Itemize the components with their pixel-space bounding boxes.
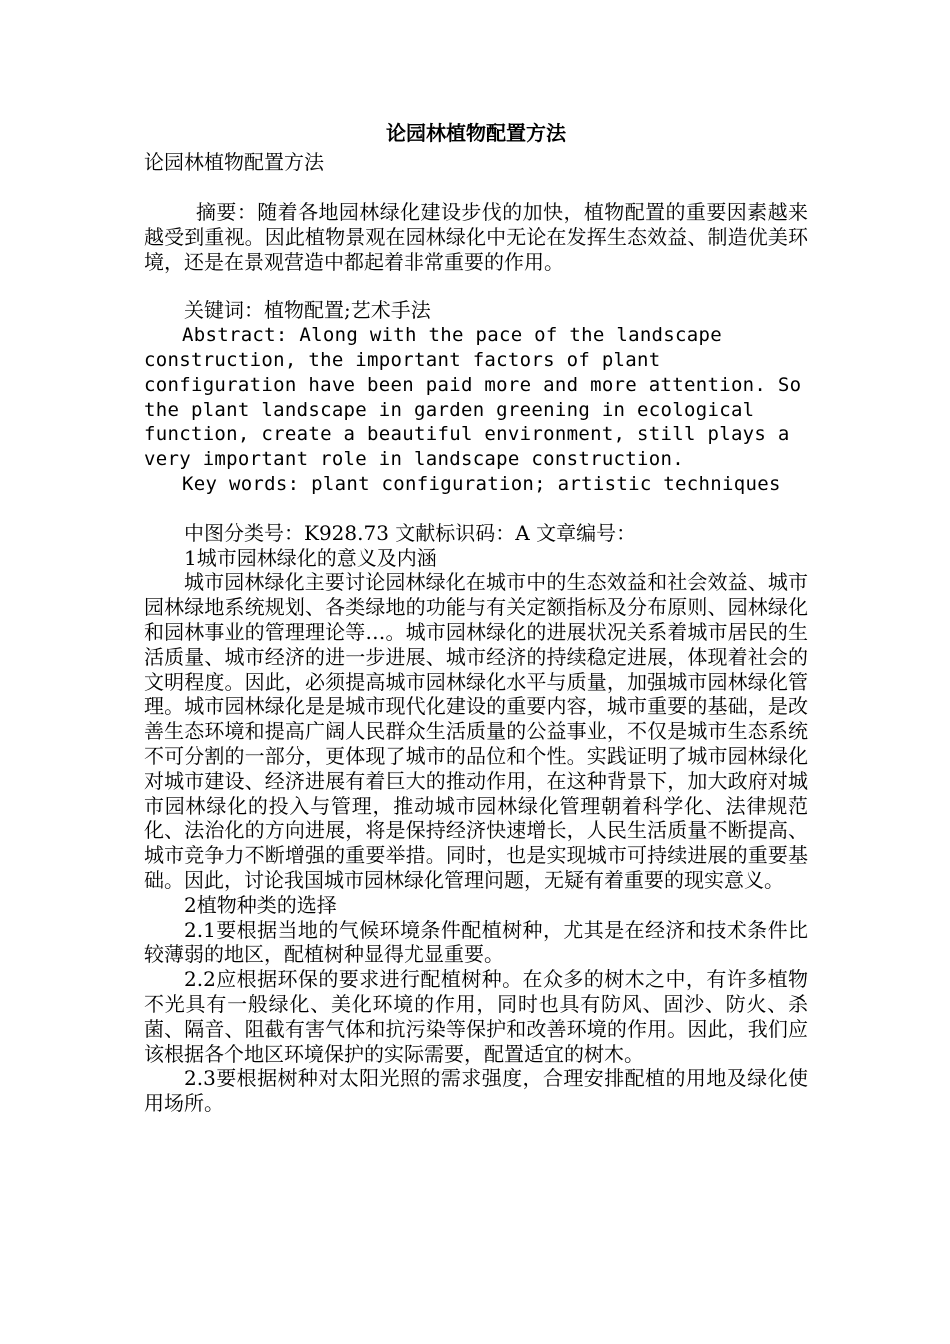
document-subtitle: 论园林植物配置方法 xyxy=(144,150,324,174)
section-2-2-paragraph: 2.2应根据环保的要求进行配植树种。在众多的树木之中，有许多植物不光具有一般绿化、美化环境的作用，同时也具有防风、固沙、防火、杀菌、隔音、阻截有害气体和抗污染等保护和改善环境的作用。因此，我们应该根据各个地区环境保护的实际需要，配置适宜的树木。 xyxy=(144,967,808,1066)
abstract-chinese: 摘要：随着各地园林绿化建设步伐的加快，植物配置的重要因素越来越受到重视。因此植物景观在园林绿化中无论在发挥生态效益、制造优美环境，还是在景观营造中都起着非常重要的作用。 xyxy=(144,200,808,274)
abstract-english: Abstract: Along with the pace of the landscape construction, the important factors of plant configuration have been paid more and more attention. So the plant landscape in garden greening in ecological function, create a beautiful environment, still plays a very important role in landscape construction. xyxy=(144,324,802,471)
section-2-3-paragraph: 2.3要根据树种对太阳光照的需求强度，合理安排配植的用地及绿化使用场所。 xyxy=(144,1066,808,1116)
section-2-1-paragraph: 2.1要根据当地的气候环境条件配植树种，尤其是在经济和技术条件比较薄弱的地区，配植树种显得尤显重要。 xyxy=(144,917,808,967)
section-2-heading: 2植物种类的选择 xyxy=(184,892,337,917)
document-page xyxy=(144,118,808,1116)
section-1-heading: 1城市园林绿化的意义及内涵 xyxy=(184,545,437,570)
section-1-body: 城市园林绿化主要讨论园林绿化在城市中的生态效益和社会效益、城市园林绿地系统规划、各类绿地的功能与有关定额指标及分布原则、园林绿化和园林事业的管理理论等…。城市园林绿化的进展状况关系着城市居民的生活质量、城市经济的进一步进展、城市经济的持续稳定进展，体现着社会的文明程度。因此，必须提高城市园林绿化水平与质量，加强城市园林绿化管理。城市园林绿化是是城市现代化建设的重要内容，城市重要的基础，是改善生态环境和提高广阔人民群众生活质量的公益事业，不仅是城市生态系统不可分割的一部分，更体现了城市的品位和个性。实践证明了城市园林绿化对城市建设、经济进展有着巨大的推动作用，在这种背景下，加大政府对城市园林绿化的投入与管理，推动城市园林绿化管理朝着科学化、法律规范化、法治化的方向进展，将是保持经济快速增长，人民生活质量不断提高、城市竞争力不断增强的重要举措。同时，也是实现城市可持续进展的重要基础。因此，讨论我国城市园林绿化管理问题，无疑有着重要的现实意义。 xyxy=(144,570,808,892)
keywords-chinese: 关键词：植物配置;艺术手法 xyxy=(184,298,431,323)
document-title: 论园林植物配置方法 xyxy=(386,121,566,145)
classification-line: 中图分类号：K928.73 文献标识码：A 文章编号： xyxy=(184,520,637,545)
keywords-english: Key words: plant configuration; artistic techniques xyxy=(182,472,781,495)
